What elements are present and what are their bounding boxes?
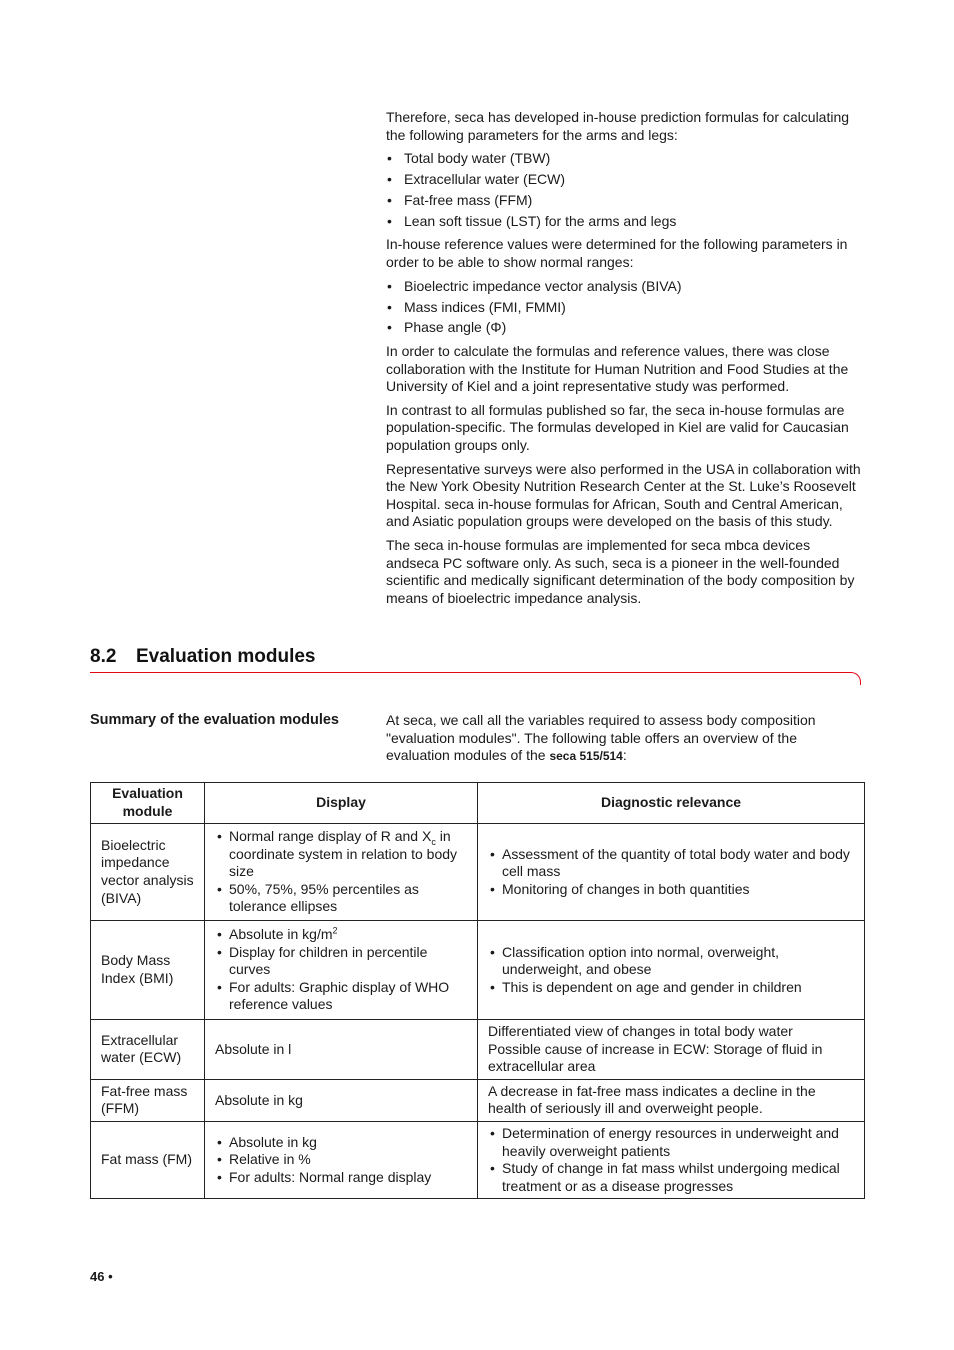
paragraph: In contrast to all formulas published so far, the seca in-house formulas are population-specific. The formulas developed in Kiel are valid for Caucasian population groups only. — [386, 401, 849, 453]
relevance-list — [488, 846, 856, 899]
list-item: • Classification option into normal, overweight, underweight, and obese — [488, 944, 856, 979]
list-item: • For adults: Normal range display — [215, 1169, 469, 1187]
list-item — [215, 828, 469, 881]
list-item: • Display for children in percentile curves — [215, 944, 469, 979]
list-item: • Determination of energy resources in underweight and heavily overweight patients — [488, 1125, 856, 1160]
list-item: • Mass indices (FMI, FMMI) — [386, 299, 864, 317]
list-item — [215, 926, 469, 944]
summary-body: At seca, we call all the variables required to assess body composition "evaluation modules". The following table offers an overview of the evaluation modules of the — [386, 712, 816, 764]
display-list — [215, 1134, 469, 1187]
display-cell: Absolute in l — [205, 1020, 478, 1080]
display-cell — [205, 921, 478, 1020]
module-cell: Fat mass (FM) — [91, 1121, 205, 1198]
module-cell: Fat-free mass (FFM) — [91, 1079, 205, 1121]
section-rule-curve — [850, 672, 861, 685]
list-item: • Fat-free mass (FFM) — [386, 192, 864, 210]
module-cell: Body Mass Index (BMI) — [91, 921, 205, 1020]
column-header: Diagnostic relevance — [478, 783, 865, 824]
table-row — [91, 921, 865, 1020]
paragraph — [386, 712, 864, 766]
intro-text-block — [386, 109, 864, 613]
list-item: • Absolute in kg — [215, 1134, 469, 1152]
summary-text — [386, 712, 864, 772]
module-cell: Extracellular water (ECW) — [91, 1020, 205, 1080]
list-item: • Study of change in fat mass whilst undergoing medical treatment or as a disease progresses — [488, 1160, 856, 1195]
display-list — [215, 828, 469, 916]
relevance-cell — [478, 824, 865, 921]
paragraph: Therefore, seca has developed in-house prediction formulas for calculating the following parameters for the arms and legs: — [386, 109, 850, 143]
display-list — [215, 926, 469, 1014]
section-heading — [90, 646, 864, 684]
summary-colon: : — [622, 747, 627, 764]
display-cell — [205, 824, 478, 921]
display-cell — [205, 1121, 478, 1198]
relevance-line: Differentiated view of changes in total body water — [488, 1023, 793, 1039]
device-name: seca 515/514 — [549, 749, 623, 764]
subscript: c — [431, 836, 436, 847]
list-item: • Lean soft tissue (LST) for the arms and legs — [386, 213, 864, 231]
relevance-cell: A decrease in fat-free mass indicates a decline in the health of seriously ill and overweight people. — [478, 1079, 865, 1121]
list-item: • 50%, 75%, 95% percentiles as tolerance ellipses — [215, 881, 469, 916]
section-title-text: Evaluation modules — [136, 646, 316, 667]
text-run: in coordinate system in relation to body size — [229, 828, 458, 880]
section-title — [90, 646, 864, 668]
relevance-line: Possible cause of increase in ECW: Storage of fluid in extracellular area — [488, 1040, 823, 1075]
table-row — [91, 1020, 865, 1080]
module-cell: Bioelectric impedance vector analysis (BIVA) — [91, 824, 205, 921]
list-item: • Bioelectric impedance vector analysis (BIVA) — [386, 278, 864, 296]
section-rule — [90, 672, 852, 673]
list-item: • Extracellular water (ECW) — [386, 171, 864, 189]
paragraph: In-house reference values were determined for the following parameters in order to be able to show normal ranges: — [386, 236, 848, 271]
evaluation-modules-table — [90, 782, 865, 1199]
display-cell: Absolute in kg — [205, 1079, 478, 1121]
summary-sidehead: Summary of the evaluation modules — [90, 712, 339, 728]
list-item: • Relative in % — [215, 1151, 469, 1169]
list-item: • Assessment of the quantity of total body water and body cell mass — [488, 846, 856, 881]
relevance-list — [488, 944, 856, 997]
parameter-list — [386, 150, 864, 230]
page-number: 46 • — [90, 1269, 113, 1284]
relevance-cell — [478, 1020, 865, 1080]
list-item: • Monitoring of changes in both quantities — [488, 881, 856, 899]
relevance-cell — [478, 921, 865, 1020]
relevance-list — [488, 1125, 856, 1195]
column-header: Display — [205, 783, 478, 824]
column-header: Evaluation module — [91, 783, 205, 824]
paragraph: In order to calculate the formulas and reference values, there was close collaboration with the Institute for Human Nutrition and Food Studies at the University of Kiel and a joint representative study was performed. — [386, 343, 849, 395]
section-number: 8.2 — [90, 646, 117, 667]
table-row — [91, 1121, 865, 1198]
superscript: 2 — [332, 925, 338, 936]
list-item: • This is dependent on age and gender in children — [488, 979, 856, 997]
list-item: • Total body water (TBW) — [386, 150, 864, 168]
table-row — [91, 824, 865, 921]
text-run: Normal range display of R and X — [229, 828, 432, 845]
paragraph: Representative surveys were also performed in the USA in collaboration with the New York Obesity Nutrition Research Center at the St. Luke’s Roosevelt Hospital. seca in-house formulas for African, South and Central American, and Asiatic population groups were developed on the basis of this study. — [386, 460, 861, 530]
reference-list — [386, 278, 864, 337]
relevance-cell — [478, 1121, 865, 1198]
paragraph: The seca in-house formulas are implemented for seca mbca devices andseca PC software only. As such, seca is a pioneer in the well-founded scientific and medically significant determination of the body composition by means of bioelectric impedance analysis. — [386, 536, 855, 606]
list-item: • For adults: Graphic display of WHO reference values — [215, 979, 469, 1014]
list-item: • Phase angle (Φ) — [386, 319, 864, 337]
table-header-row — [91, 783, 865, 824]
table-row — [91, 1079, 865, 1121]
text-run: Absolute in kg/m — [229, 926, 333, 943]
